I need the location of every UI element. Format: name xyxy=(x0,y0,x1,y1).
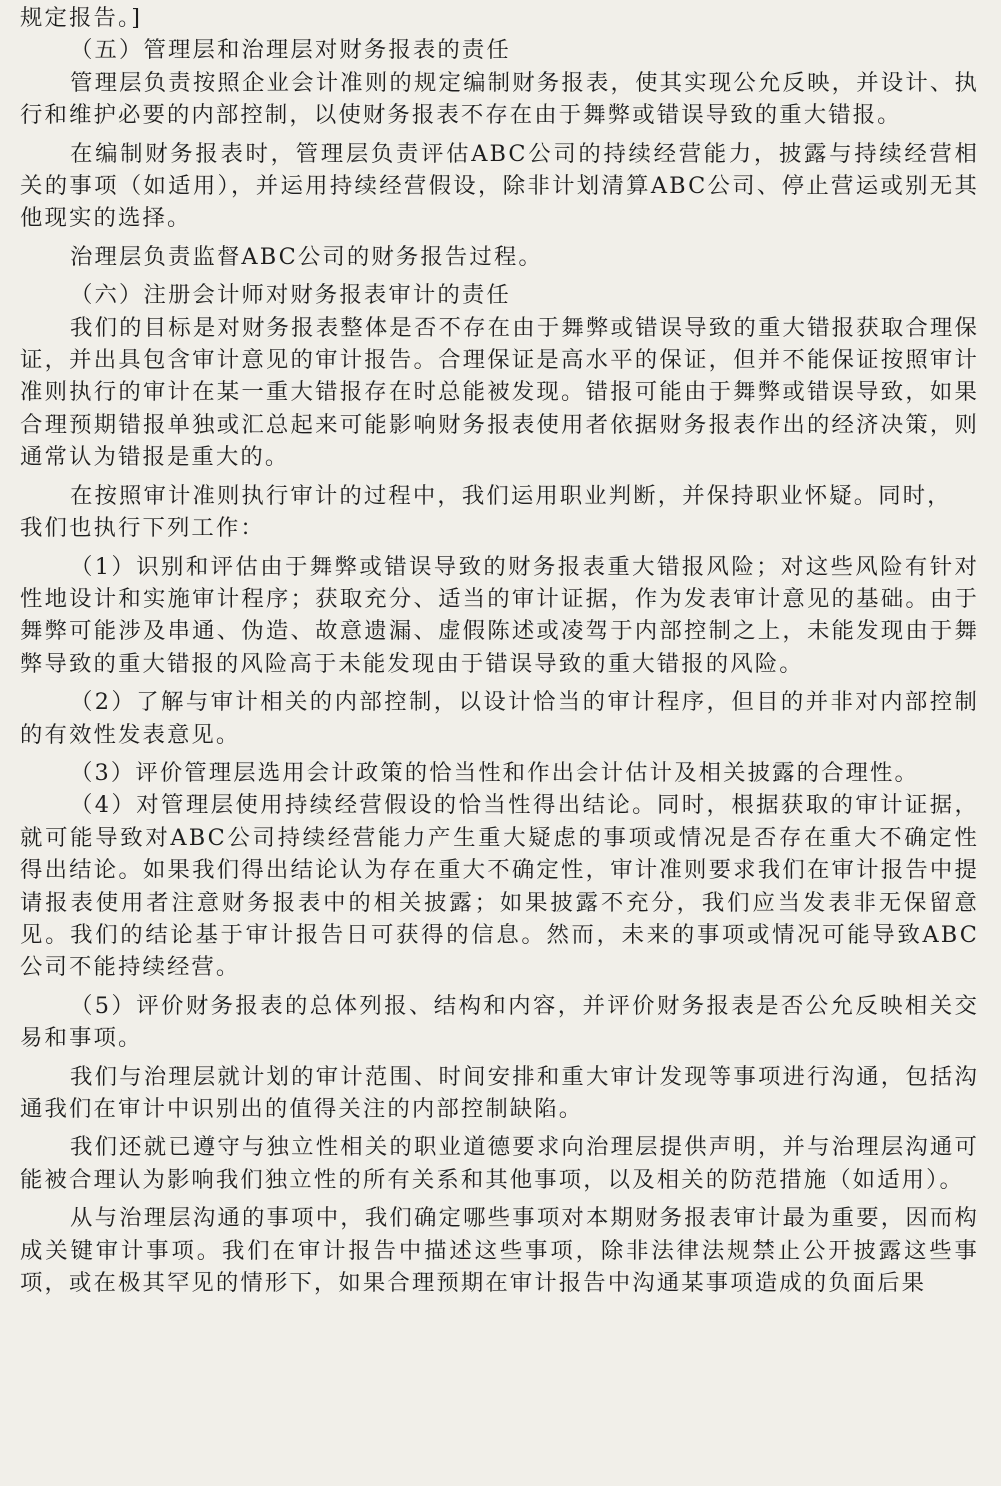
paragraph-intro-tail: 规定报告。] xyxy=(20,5,143,31)
section-heading-5: （五）管理层和治理层对财务报表的责任 xyxy=(70,37,511,64)
list-item-1: （1）识别和评估由于舞弊或错误导致的财务报表重大错报风险；对这些风险有针对性地设计和实施审计程序；获取充分、适当的审计证据，作为发表审计意见的基础。由于舞弊可能涉及串通、伪造、故意遗漏、虚假陈述或凌驾于内部控制之上，未能发现由于舞弊导致的重大错报的风险高于未能发现由于错误导致的重大错报的风险。 xyxy=(20,553,979,677)
paragraph-independence-statement: 我们还就已遵守与独立性相关的职业道德要求向治理层提供声明，并与治理层沟通可能被合理认为影响我们独立性的所有关系和其他事项，以及相关的防范措施（如适用）。 xyxy=(20,1134,979,1193)
list-item-4: （4）对管理层使用持续经营假设的恰当性得出结论。同时，根据获取的审计证据，就可能导致对ABC公司持续经营能力产生重大疑虑的事项或情况是否存在重大不确定性得出结论。如果我们得出结论认为存在重大不确定性，审计准则要求我们在审计报告中提请报表使用者注意财务报表中的相关披露；如果披露不充分，我们应当发表非无保留意见。我们的结论基于审计报告日可获得的信息。然而，未来的事项或情况可能导致ABC公司不能持续经营。 xyxy=(20,792,979,981)
paragraph-communication-governance: 我们与治理层就计划的审计范围、时间安排和重大审计发现等事项进行沟通，包括沟通我们在审计中识别出的值得关注的内部控制缺陷。 xyxy=(20,1063,979,1122)
paragraph-governance-oversight: 治理层负责监督ABC公司的财务报告过程。 xyxy=(70,243,543,270)
paragraph-key-audit-matters: 从与治理层沟通的事项中，我们确定哪些事项对本期财务报表审计最为重要，因而构成关键审计事项。我们在审计报告中描述这些事项，除非法律法规禁止公开披露这些事项，或在极其罕见的情形下，如果合理预期在审计报告中沟通某事项造成的负面后果 xyxy=(20,1205,979,1297)
section-heading-6: （六）注册会计师对财务报表审计的责任 xyxy=(70,282,511,309)
paragraph-going-concern-assessment: 在编制财务报表时，管理层负责评估ABC公司的持续经营能力，披露与持续经营相关的事项（如适用），并运用持续经营假设，除非计划清算ABC公司、停止营运或别无其他现实的选择。 xyxy=(20,140,979,232)
paragraph-professional-judgment-cont: 我们也执行下列工作： xyxy=(20,515,265,542)
list-item-5: （5）评价财务报表的总体列报、结构和内容，并评价财务报表是否公允反映相关交易和事项。 xyxy=(20,992,979,1052)
paragraph-management-responsibility: 管理层负责按照企业会计准则的规定编制财务报表，使其实现公允反映，并设计、执行和维护必要的内部控制，以使财务报表不存在由于舞弊或错误导致的重大错报。 xyxy=(20,69,979,129)
list-item-3: （3）评价管理层选用会计政策的恰当性和作出会计估计及相关披露的合理性。 xyxy=(70,759,920,786)
paragraph-professional-judgment: 在按照审计准则执行审计的过程中，我们运用职业判断，并保持职业怀疑。同时， xyxy=(70,482,952,509)
list-item-2: （2）了解与审计相关的内部控制，以设计恰当的审计程序，但目的并非对内部控制的有效性发表意见。 xyxy=(20,689,979,748)
paragraph-audit-objective: 我们的目标是对财务报表整体是否不存在由于舞弊或错误导致的重大错报获取合理保证，并出具包含审计意见的审计报告。合理保证是高水平的保证，但并不能保证按照审计准则执行的审计在某一重大错报存在时总能被发现。错报可能由于舞弊或错误导致，如果合理预期错报单独或汇总起来可能影响财务报表使用者依据财务报表作出的经济决策，则通常认为错报是重大的。 xyxy=(20,314,979,471)
